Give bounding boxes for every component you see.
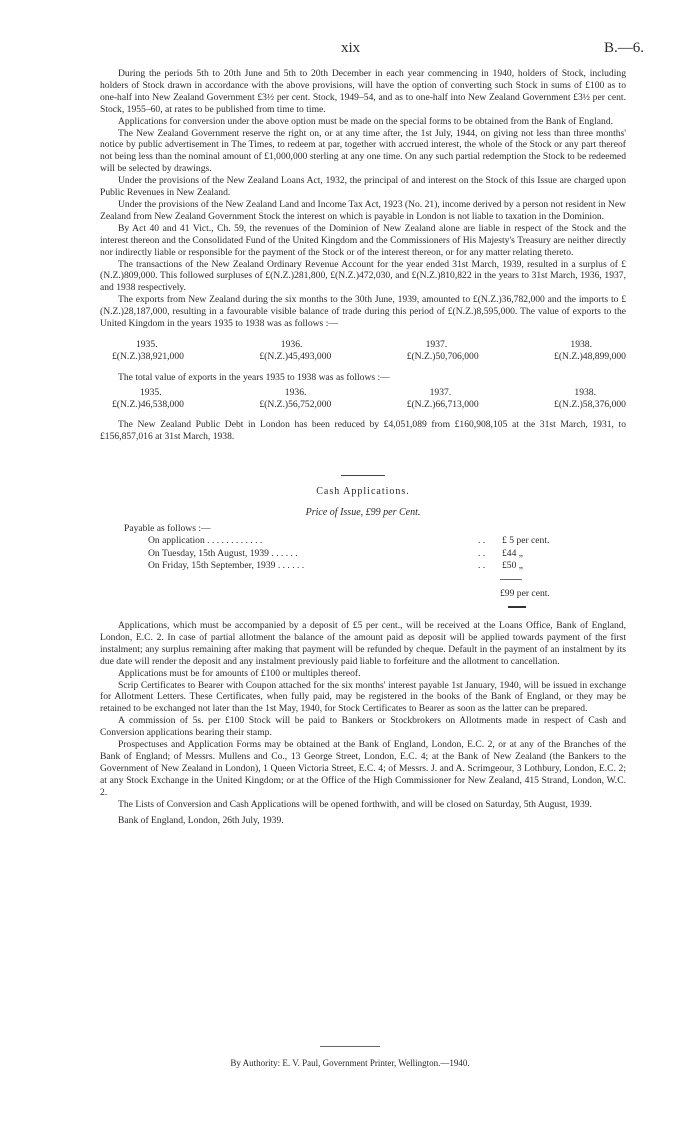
year-label: 1937. (429, 386, 452, 398)
instalment-row (100, 560, 626, 573)
footer-rule (320, 1046, 380, 1047)
instalment-amount: £50 „ (502, 560, 524, 572)
sum-rule (500, 579, 522, 580)
section-divider (341, 475, 385, 476)
paragraph: The New Zealand Government reserve the right on, or at any time after, the 1st July, 1944, on giving not less than three months' notice by public advertisement in The Times, to redeem at par, together with accrued interest, the whole of the Stock or any part thereof not being less than the nominal amount of £1,000,000 sterling at any one time. On any such partial redemption the Stock to be redeemed will be selected by drawings. (100, 127, 626, 175)
price-of-issue: Price of Issue, £99 per Cent. (305, 507, 421, 519)
payable-heading: Payable as follows :— (124, 523, 211, 535)
signature-line: Bank of England, London, 26th July, 1939. (118, 814, 284, 826)
paragraph: The exports from New Zealand during the six months to the 30th June, 1939, amounted to £(N.Z.)36,782,000 and the imports to £(N.Z.)28,187,000, resulting in a favourable visible balance of trade during this period of £(N.Z.)8,595,000. The value of exports to the United Kingdom in the years 1935 to 1938 was as follows :— (100, 294, 626, 330)
paragraph: Prospectuses and Application Forms may be obtained at the Bank of England, London, E.C. 2, or at any of the Branches of the Bank of England; of Messrs. Mullens and Co., 13 George Street, London, E.C. 4; at the Bank of New Zealand (the Bankers to the Government of New Zealand in London), 1 Queen Victoria Street, E.C. 4; of Messrs. J. and A. Scrimgeour, 3 Lothbury, London, E.C. 2; at any Stock Exchange in the United Kingdom; or at the Office of the High Commissioner for New Zealand, 415 Strand, London, W.C. 2. (100, 739, 626, 798)
exports-total-values (100, 399, 626, 411)
year-label: 1935. (136, 338, 158, 350)
paragraph: Applications, which must be accompanied by a deposit of £5 per cent., will be received at the Loans Office, Bank of England, London, E.C. 2. In case of partial allotment the balance of the amount paid as deposit will be applied towards payment of the first instalment; any surplus remaining after making that payment will be refunded by cheque. Default in the payment of an instalment by its due date will render the deposit and any instalment previously paid liable to forfeiture and the allotment to cancellation. (100, 620, 626, 667)
total-exports-intro: The total value of exports in the years 1935 to 1938 was as follows :— (118, 371, 390, 383)
instalment-amount: £44 „ (502, 547, 524, 559)
paragraph: The transactions of the New Zealand Ordinary Revenue Account for the year ended 31st March, 1939, resulted in a surplus of £(N.Z.)809,000. This followed surpluses of £(N.Z.)281,800, £(N.Z.)472,030, and £(N.Z.)810,822 in the years to 31st March, 1936, 1937, and 1938 respectively. (100, 258, 626, 294)
total-underline (508, 606, 526, 608)
paragraph: Under the provisions of the New Zealand Loans Act, 1932, the principal of and interest on the Stock of this Issue are charged upon Public Revenues in New Zealand. (100, 175, 626, 199)
instalment-total: £99 per cent. (500, 588, 550, 600)
public-debt-paragraph: The New Zealand Public Debt in London has been reduced by £4,051,089 from £160,908,105 at the 31st March, 1931, to £156,857,016 at 31st March, 1938. (100, 419, 626, 443)
year-label: 1938. (574, 386, 596, 398)
document-reference: B.—6. (603, 40, 644, 56)
exports-uk-values (100, 351, 626, 363)
paragraph: During the periods 5th to 20th June and 5th to 20th December in each year commencing in 1940, holders of Stock, including holders of Stock drawn in accordance with the above provisions, will have the option of converting such Stock in sums of £100 as to one-half into New Zealand Government £3½ per cent. Stock, 1949–54, and as to one-half into New Zealand Government £3½ per cent. Stock, 1955–60, at rates to be published from time to time. (100, 68, 626, 115)
instalment-label: On Friday, 15th September, 1939 . . . . . . (148, 560, 305, 572)
export-value: £(N.Z.)48,899,000 (554, 350, 626, 362)
page-number: xix (341, 40, 361, 56)
paragraph: Applications for conversion under the above option must be made on the special forms to be obtained from the Bank of England. (118, 115, 614, 127)
year-label: 1936. (280, 338, 303, 350)
paragraph: Under the provisions of the New Zealand Land and Income Tax Act, 1923 (No. 21), income derived by a person not resident in New Zealand from New Zealand Government Stock the interest on which is payable in London is not liable to taxation in the Dominion. (100, 198, 627, 222)
cash-applications-title: Cash Applications. (316, 486, 410, 498)
printer-imprint: By Authority: E. V. Paul, Government Printer, Wellington.—1940. (230, 1058, 470, 1068)
instalment-amount: £ 5 per cent. (502, 535, 550, 546)
paragraph: By Act 40 and 41 Vict., Ch. 59, the revenues of the Dominion of New Zealand alone are liable in respect of the Stock and the interest thereon and the Consolidated Fund of the United Kingdom and the Commissioners of His Majesty's Treasury are neither directly nor indirectly liable or responsible for the payment of the Stock or of the interest thereon, or for any matter relating thereto. (100, 222, 626, 258)
paragraph: Scrip Certificates to Bearer with Coupon attached for the six months' interest payable 1st January, 1940, will be issued in exchange for Allotment Letters. These Certificates, when fully paid, may be registered in the books of the Bank of England, or they may be retained to be exchanged not later than the 1st May, 1940, for Stock Certificates to Bearer as soon as the latter can be prepared. (100, 679, 626, 715)
export-value: £(N.Z.)38,921,000 (112, 350, 184, 362)
year-label: 1938. (570, 338, 592, 350)
leader-dots: . . (478, 560, 486, 572)
instalment-label: On application . . . . . . . . . . . . (148, 535, 263, 546)
leader-dots: . . (478, 547, 486, 559)
page-header (0, 40, 700, 62)
paragraph: The Lists of Conversion and Cash Applications will be opened forthwith, and will be closed on Saturday, 5th August, 1939. (118, 798, 592, 810)
export-value: £(N.Z.)66,713,000 (406, 398, 479, 410)
export-value: £(N.Z.)45,493,000 (259, 350, 332, 362)
export-value: £(N.Z.)50,706,000 (406, 350, 479, 362)
exports-uk-years (100, 339, 626, 351)
exports-total-years (100, 387, 626, 399)
export-value: £(N.Z.)56,752,000 (259, 398, 332, 410)
export-value: £(N.Z.)46,538,000 (112, 398, 184, 410)
instalment-row (100, 548, 626, 561)
paragraph: Applications must be for amounts of £100 or multiples thereof. (118, 667, 361, 679)
leader-dots: . . (478, 535, 486, 546)
year-label: 1935. (140, 386, 162, 398)
year-label: 1937. (425, 338, 448, 350)
instalment-label: On Tuesday, 15th August, 1939 . . . . . . (148, 547, 298, 559)
document-body (100, 68, 626, 826)
paragraph: A commission of 5s. per £100 Stock will be paid to Bankers or Stockbrokers on Allotments made in respect of Cash and Conversion applications bearing their stamp. (100, 715, 626, 739)
instalment-row (100, 535, 626, 548)
export-value: £(N.Z.)58,376,000 (554, 398, 626, 410)
year-label: 1936. (284, 386, 307, 398)
